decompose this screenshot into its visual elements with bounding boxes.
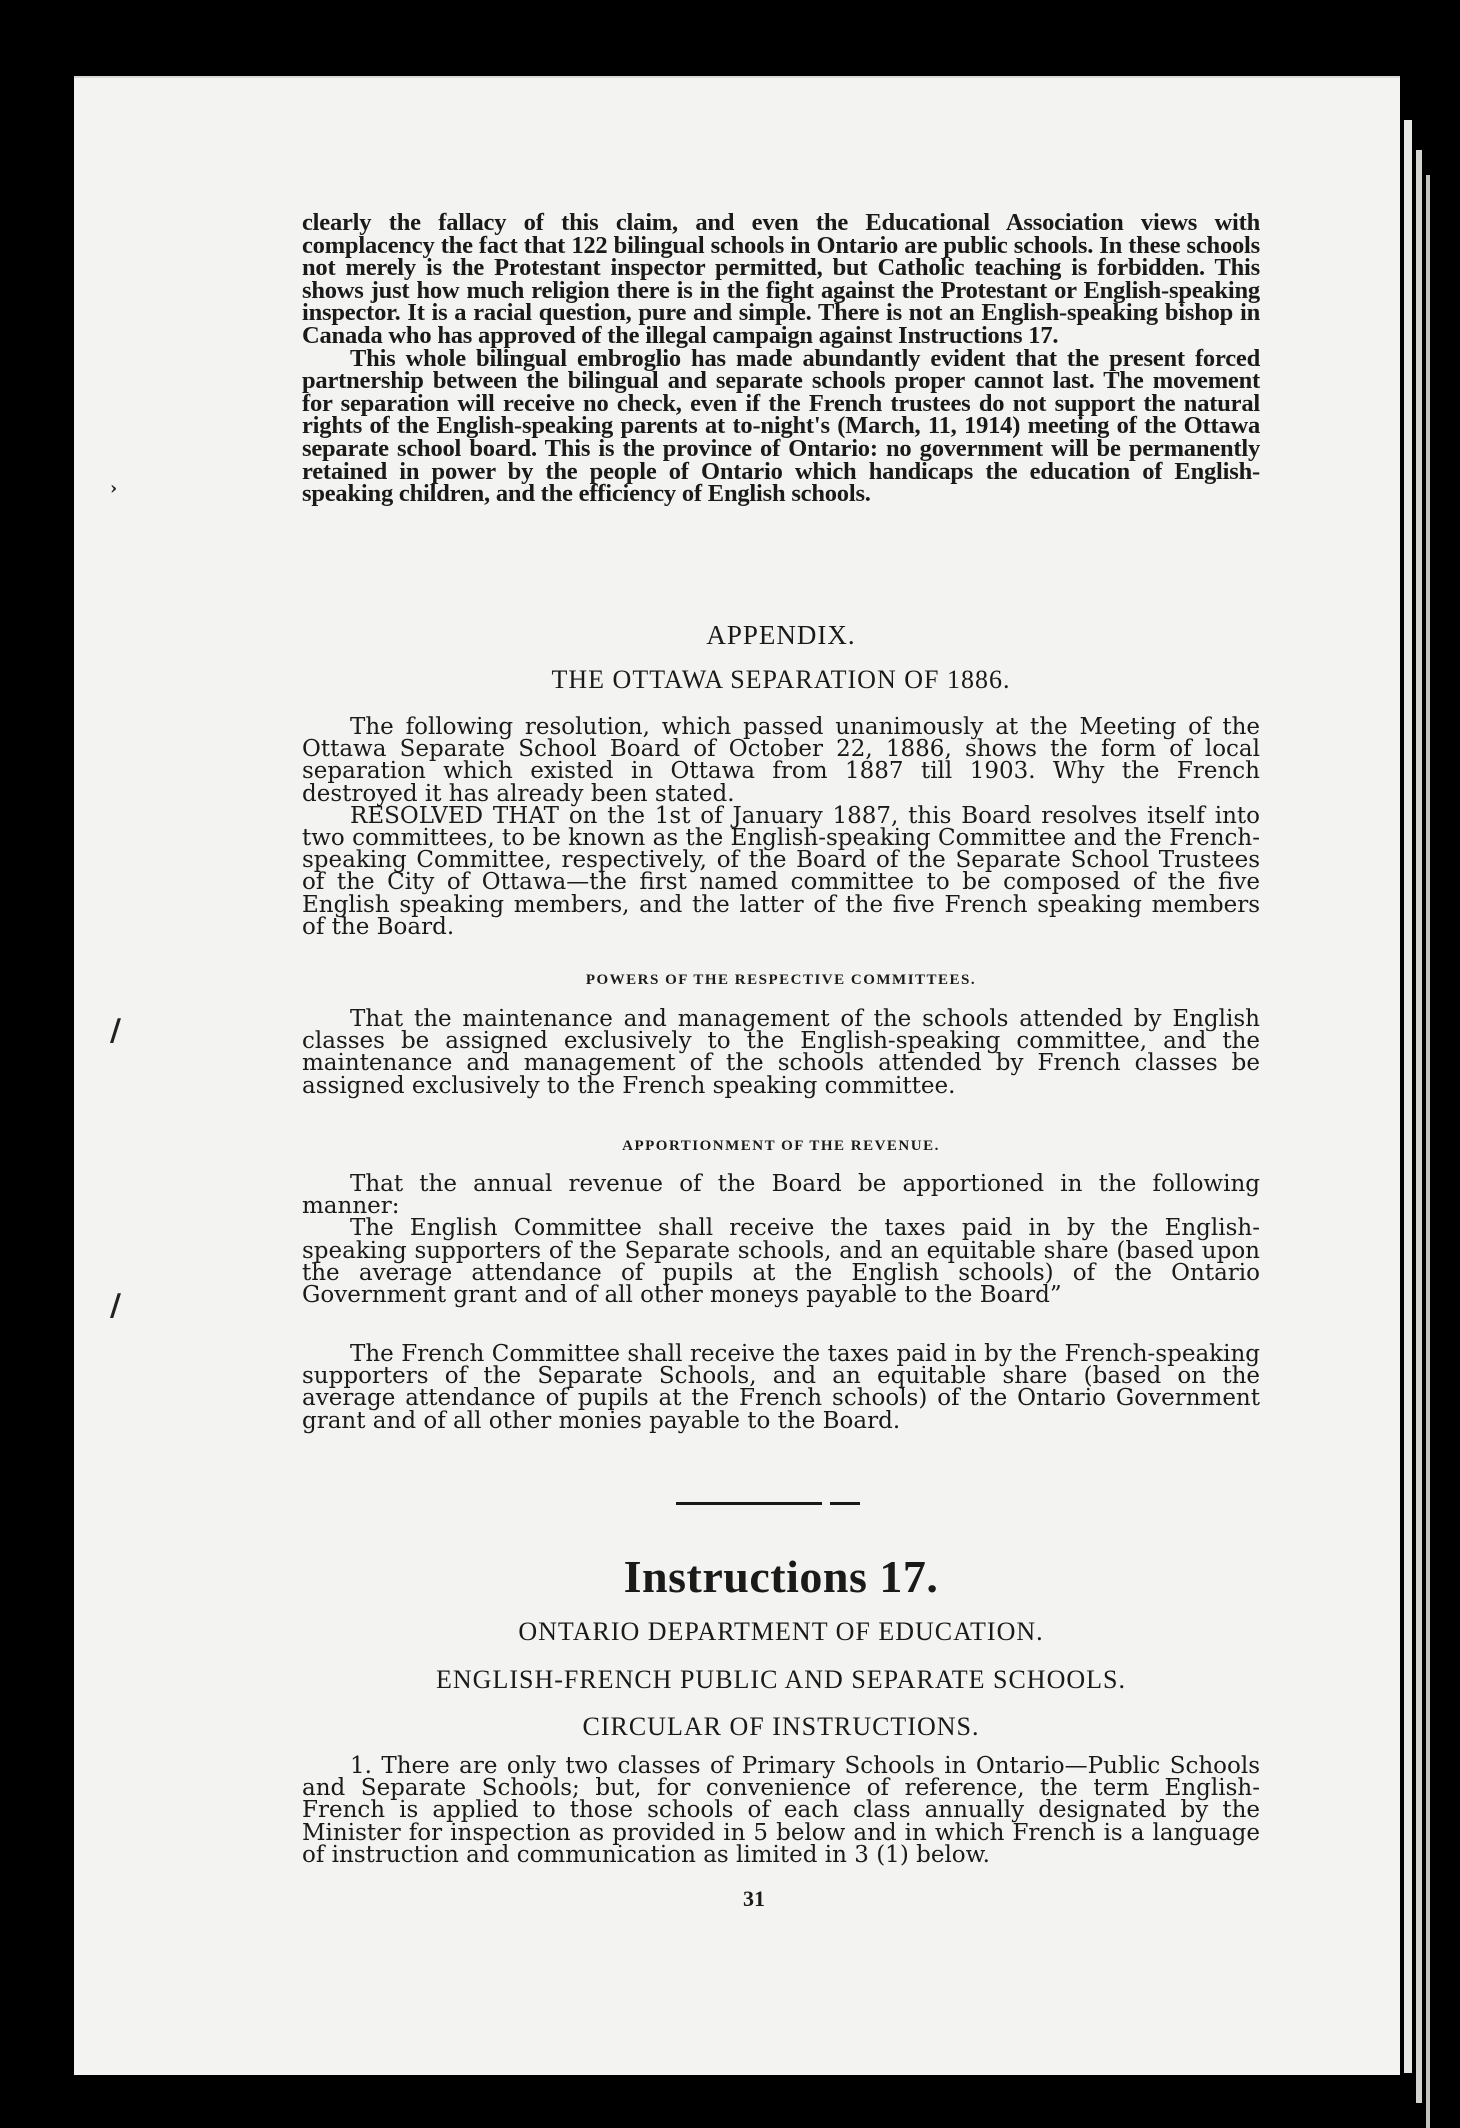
- margin-mark: /: [110, 1288, 121, 1323]
- paragraph: RESOLVED THAT on the 1st of January 1887, this Board resolves itself into two committees, to be known as the English-speaking Committee and the French-speaking Committee, respectively, of the Board of the Separate School Trustees of the City of Ottawa—the first named committee to be composed of the five English speaking members, and the latter of the five French speaking members of the Board.: [302, 802, 1260, 940]
- paragraph: The English Committee shall receive the taxes paid in by the English-speaking supporters of the Separate schools, and an equitable share (based upon the average attendance of pupils at the English schools) of the Ontario Government grant and of all other moneys payable to the Board”: [302, 1215, 1260, 1309]
- instructions-text: [302, 1755, 1260, 1866]
- powers-heading: POWERS OF THE RESPECTIVE COMMITTEES.: [585, 972, 977, 988]
- page-edge: [1426, 175, 1430, 2128]
- divider-rule: [676, 1502, 860, 1505]
- paragraph: 1. There are only two classes of Primary Schools in Ontario—Public Schools and Separate Schools; but, for convenience of reference, the term English-French is applied to those schools of each class annually designated by the Minister for inspection as provided in 5 below and in which French is a language of instruction and communication as limited in 3 (1) below.: [302, 1753, 1260, 1868]
- revenue-heading: APPORTIONMENT OF THE REVENUE.: [622, 1138, 940, 1154]
- resolution-text: [302, 716, 1260, 938]
- body-text-top: [302, 209, 1260, 508]
- page-number: 31: [743, 1886, 765, 1911]
- schools-heading: ENGLISH-FRENCH PUBLIC AND SEPARATE SCHOOLS.: [436, 1665, 1126, 1694]
- powers-text: [302, 1008, 1260, 1097]
- appendix-subheading: THE OTTAWA SEPARATION OF 1886.: [551, 665, 1011, 694]
- paragraph: The French Committee shall receive the taxes paid in by the French-speaking supporters of the Separate Schools, and an equitable share (based on the average attendance of pupils at the French schools) of the Ontario Government grant and of all other monies payable to the Board.: [302, 1341, 1260, 1434]
- french-committee-text: [302, 1343, 1260, 1432]
- paragraph: clearly the fallacy of this claim, and even the Educational Association views with complacency the fact that 122 bilingual schools in Ontario are public schools. In these schools not merely is the Protestant inspector permitted, but Catholic teaching is forbidden. This shows just how much religion there is in the fight against the Protestant or English-speaking inspector. It is a racial question, pure and simple. There is not an English-speaking bishop in Canada who has approved of the illegal campaign against Instructions 17.: [302, 209, 1260, 349]
- circular-heading: CIRCULAR OF INSTRUCTIONS.: [582, 1712, 980, 1741]
- margin-mark: ›: [110, 478, 118, 499]
- paragraph: That the annual revenue of the Board be apportioned in the following manner:: [302, 1171, 1260, 1220]
- paragraph: The following resolution, which passed unanimously at the Meeting of the Ottawa Separate School Board of October 22, 1886, shows the form of local separation which existed in Ottawa from 1887 till 1903. Why the French destroyed it has already been stated.: [302, 714, 1260, 807]
- paragraph: That the maintenance and management of the schools attended by English classes be assigned exclusively to the English-speaking committee, and the maintenance and management of the schools attended by French classes be assigned exclusively to the French speaking committee.: [302, 1006, 1260, 1099]
- department-heading: ONTARIO DEPARTMENT OF EDUCATION.: [518, 1617, 1044, 1646]
- page-edge: [1416, 150, 1422, 2103]
- margin-mark: /: [110, 1013, 121, 1048]
- revenue-text: [302, 1171, 1260, 1309]
- instructions-title: Instructions 17.: [623, 1551, 939, 1602]
- page-edge: [1404, 120, 1412, 2073]
- appendix-heading: APPENDIX.: [706, 620, 856, 650]
- paragraph: This whole bilingual embroglio has made abundantly evident that the present forced partnership between the bilingual and separate schools proper cannot last. The movement for separation will receive no check, even if the French trustees do not support the natural rights of the English-speaking parents at to-night's (March, 11, 1914) meeting of the Ottawa separate school board. This is the province of Ontario: no government will be permanently retained in power by the people of Ontario which handicaps the education of English-speaking children, and the efficiency of English schools.: [302, 344, 1260, 508]
